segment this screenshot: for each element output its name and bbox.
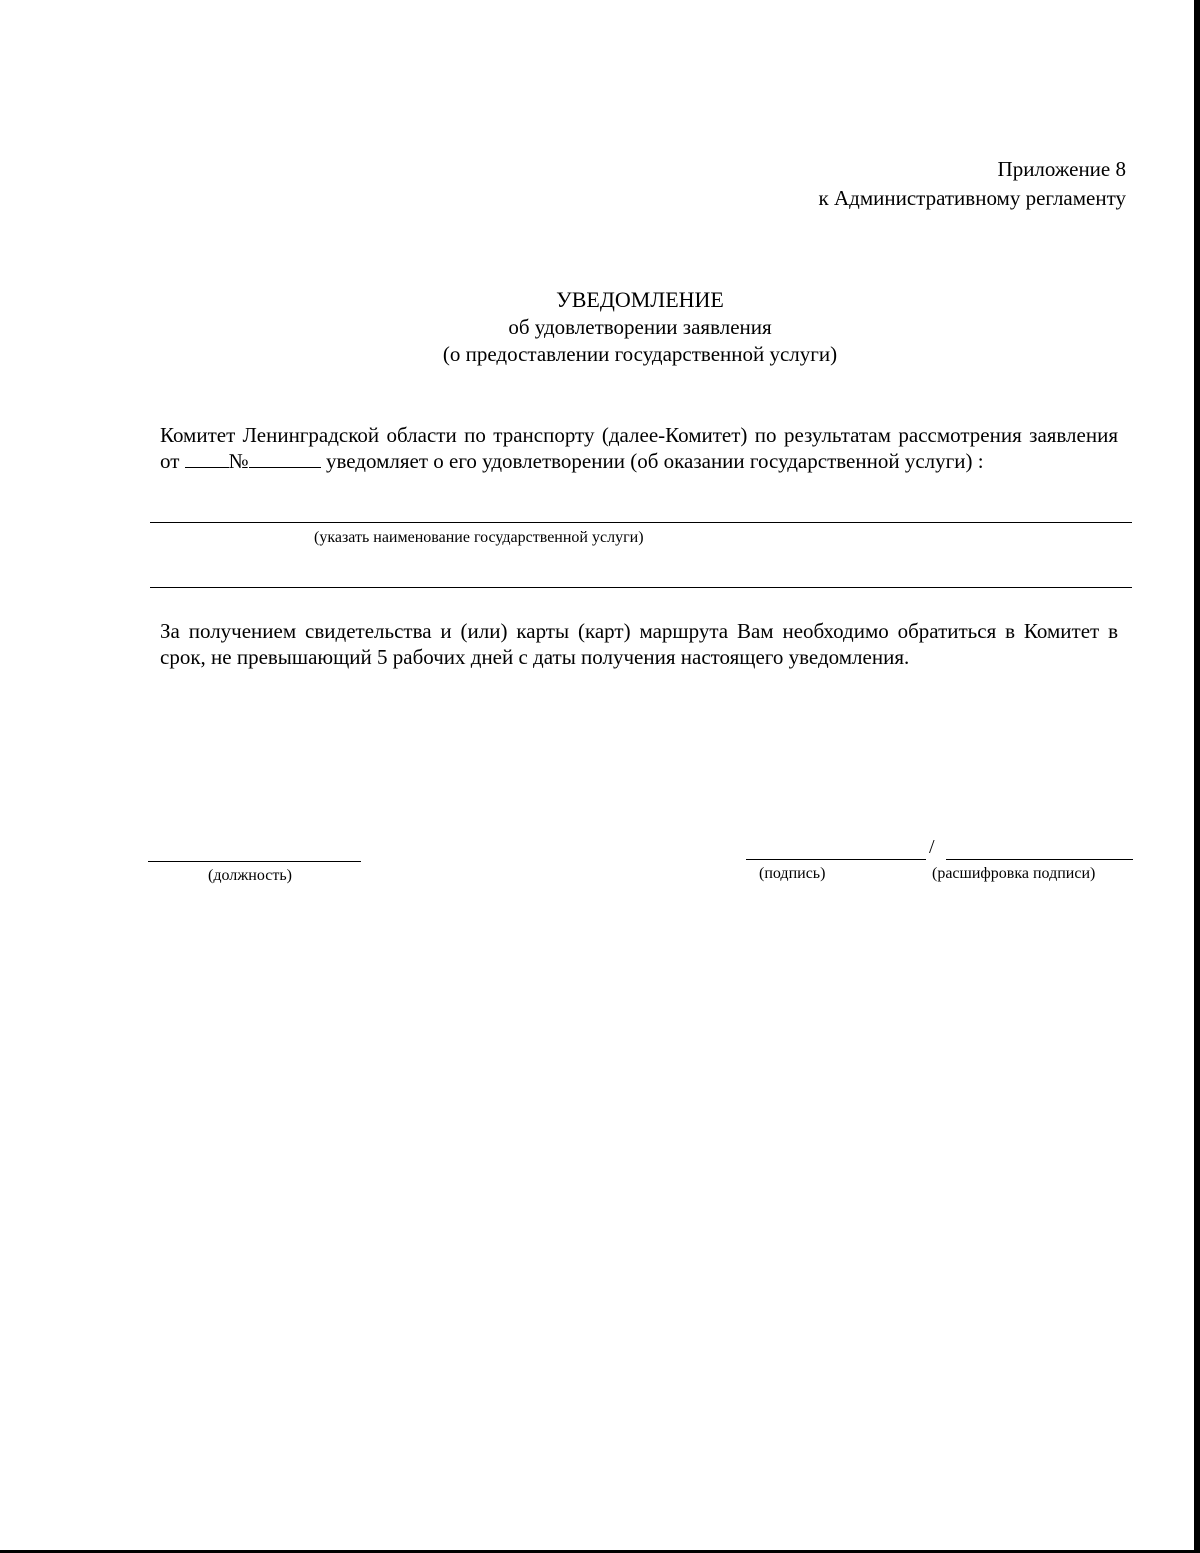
- instruction-paragraph: За получением свидетельства и (или) карты (карт) маршрута Вам необходимо обратиться в Комитет в срок, не превышающий 5 рабочих дней с даты получения настоящего уведомления.: [160, 619, 1118, 669]
- number-sign: №: [228, 449, 249, 473]
- service-name-caption: (указать наименование государственной услуги): [314, 529, 644, 546]
- title-heading: УВЕДОМЛЕНИЕ: [556, 287, 724, 312]
- decoding-line: [946, 859, 1133, 860]
- second-blank-line: [150, 587, 1132, 588]
- appendix-number: Приложение 8: [997, 157, 1126, 181]
- number-blank: [249, 449, 321, 468]
- paragraph-text-end: уведомляет о его удовлетворении (об оказании государственной услуги) :: [320, 449, 984, 473]
- position-line: [148, 861, 361, 862]
- decoding-caption: (расшифровка подписи): [932, 865, 1096, 882]
- scan-edge-right: [1194, 0, 1200, 1553]
- title-subtitle-1: об удовлетворении заявления: [508, 315, 772, 339]
- signature-line: [746, 859, 926, 860]
- notification-paragraph: [160, 422, 1118, 474]
- date-blank: [185, 449, 229, 468]
- paragraph-text-start: Комитет Ленинградской области по транспорту (далее-Комитет) по результатам рассмотрения заявления от: [160, 423, 1118, 473]
- appendix-header: [819, 155, 1126, 213]
- position-caption: (должность): [208, 867, 292, 884]
- document-title: [280, 285, 1000, 368]
- signature-separator: /: [929, 836, 935, 858]
- signature-caption: (подпись): [759, 865, 826, 882]
- service-name-line: [150, 522, 1132, 523]
- title-subtitle-2: (о предоставлении государственной услуги): [442, 342, 838, 366]
- appendix-reference: к Административному регламенту: [818, 186, 1126, 210]
